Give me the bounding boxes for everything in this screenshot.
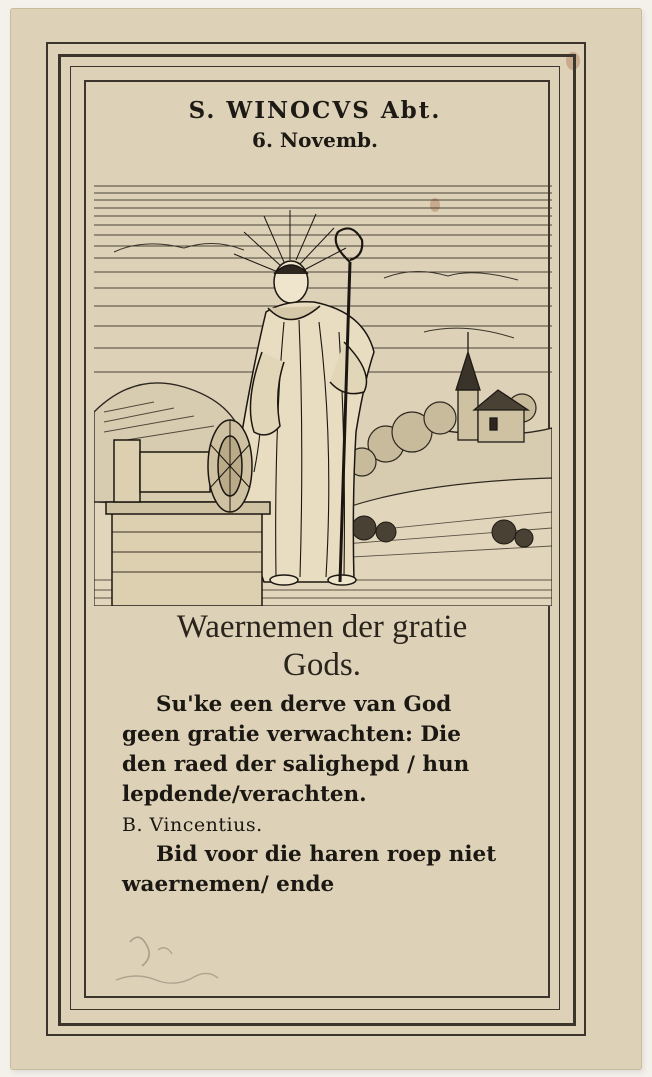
title-saint-name: S. WINOCVS Abt. [188,97,442,124]
motto-heading [96,608,548,684]
prayer-line: waernemen/ ende [122,872,335,897]
motto-line: Gods. [283,647,361,683]
engraving-illustration [94,182,552,606]
pencil-inscription [108,920,548,1000]
verse-line: geen gratie verwachten: Die [122,722,461,747]
verse-text [122,690,542,900]
verse-line: den raed der salighepd / hun [122,752,470,777]
verse-line: Su'ke een derve van God [156,692,452,717]
verse-line: lepdende/verachten. [122,782,367,807]
motto-line: Waernemen der gratie [176,609,468,645]
print-title [100,96,530,154]
prayer-line: Bid voor die haren roep niet [156,842,497,867]
title-date: 6. Novemb. [252,128,378,152]
verse-source: B. Vincentius. [122,814,263,836]
